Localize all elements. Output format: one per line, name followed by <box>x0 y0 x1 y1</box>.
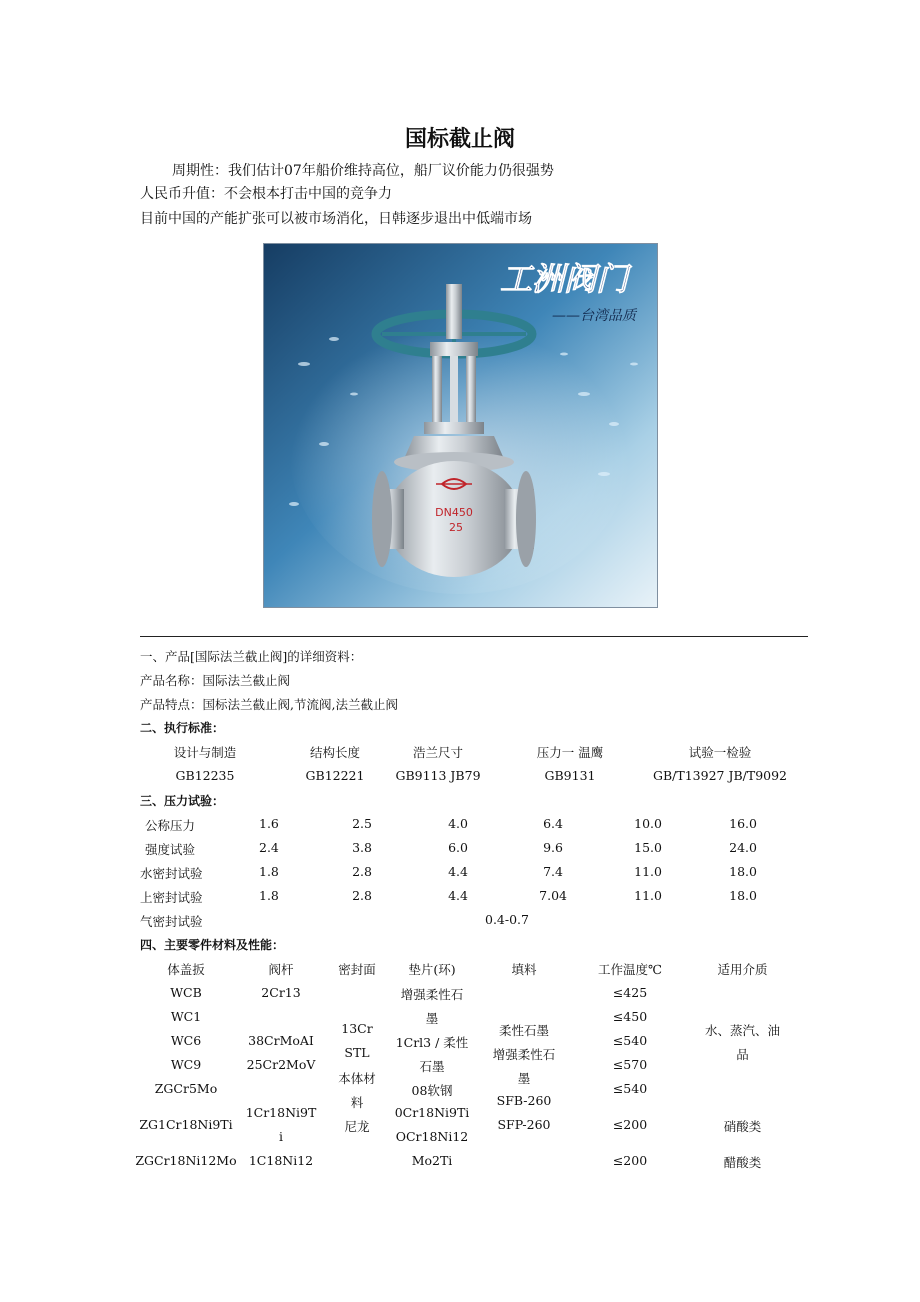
table-cell: 品 <box>736 1047 749 1062</box>
row-label: 上密封试验 <box>140 890 203 905</box>
table-header-cell: 设计与制造 <box>173 745 237 760</box>
table-cell: 1.8 <box>259 864 279 879</box>
table-cell: SFB-260 <box>496 1093 552 1108</box>
table-cell: 7.4 <box>543 864 563 879</box>
table-cell: ≤200 <box>612 1153 648 1168</box>
valve-marking-size: DN450 <box>435 506 473 519</box>
table-cell: WC9 <box>170 1057 202 1072</box>
table-cell: 2.8 <box>352 864 372 879</box>
table-header-cell: 填料 <box>511 962 537 977</box>
table-header-cell: 阀杆 <box>268 962 294 977</box>
table-header-cell: 体盖扳 <box>167 962 205 977</box>
row-label: 强度试验 <box>145 842 196 857</box>
table-cell: OCr18Ni12 <box>395 1129 469 1144</box>
table-cell: GB9131 <box>544 768 596 783</box>
table-cell: ZG1Cr18Ni9Ti <box>139 1117 233 1132</box>
intro-line-2: 人民币升值：不会根本打击中国的竞争力 <box>140 186 392 202</box>
table-cell: 6.4 <box>543 816 563 831</box>
row-label: 公称压力 <box>145 818 196 833</box>
divider <box>140 636 808 637</box>
intro-line-3: 目前中国的产能扩张可以被市场消化，日韩逐步退出中低端市场 <box>140 211 532 227</box>
table-cell: GB9113 JB79 <box>395 768 481 783</box>
table-cell: 6.0 <box>448 840 468 855</box>
table-cell: ≤450 <box>612 1009 648 1024</box>
table-cell: WCB <box>170 985 202 1000</box>
table-cell: 0Cr18Ni9Ti <box>394 1105 470 1120</box>
table-cell: ≤425 <box>612 985 648 1000</box>
table-cell: GB/T13927 JB/T9092 <box>652 768 787 783</box>
table-header-cell: 试验一检验 <box>688 745 752 760</box>
table-cell: ≤540 <box>612 1081 648 1096</box>
table-cell: 墨 <box>425 1011 439 1026</box>
intro-line-1: 周期性：我们估计07年船价维持高位，船厂议价能力仍很强势 <box>172 163 554 179</box>
table-cell: 水、蒸汽、油 <box>704 1023 780 1038</box>
table-cell: SFP-260 <box>497 1117 551 1132</box>
table-cell: 料 <box>350 1095 364 1110</box>
row-label: 水密封试验 <box>140 866 203 881</box>
page-title: 国标截止阀 <box>404 126 515 152</box>
table-header-cell: 密封面 <box>338 962 376 977</box>
table-cell: 18.0 <box>729 888 757 903</box>
table-cell: 38CrMoAI <box>248 1033 314 1048</box>
table-cell: 增强柔性石 <box>492 1047 556 1062</box>
table-cell: WC1 <box>170 1009 202 1024</box>
valve-marking-pressure: 25 <box>449 521 463 534</box>
pressure-heading: 三、压力试验： <box>140 794 225 808</box>
table-cell: 1.8 <box>259 888 279 903</box>
table-cell: 墨 <box>517 1071 531 1086</box>
product-photo <box>263 243 658 608</box>
table-cell: 1.6 <box>259 816 279 831</box>
table-cell: ZGCr5Mo <box>154 1081 218 1096</box>
row-label: 气密封试验 <box>140 914 203 929</box>
table-header-cell: 浩兰尺寸 <box>412 745 463 760</box>
brand-logo-text: 工洲阀门 <box>499 260 629 298</box>
table-cell: 13Cr <box>341 1021 373 1036</box>
table-cell: 7.04 <box>539 888 567 903</box>
table-cell: 增强柔性石 <box>400 987 464 1002</box>
table-cell: 11.0 <box>634 864 662 879</box>
table-cell: 4.4 <box>448 888 468 903</box>
table-cell: GB12221 <box>305 768 365 783</box>
table-cell: 2.4 <box>259 840 279 855</box>
table-header-cell: 结构长度 <box>309 745 360 760</box>
table-cell: ≤200 <box>612 1117 648 1132</box>
table-cell: 08软钢 <box>411 1083 453 1098</box>
table-cell: Mo2Ti <box>411 1153 453 1168</box>
table-header-cell: 压力一 温鹰 <box>536 745 604 760</box>
table-cell: ≤570 <box>612 1057 648 1072</box>
table-cell: 18.0 <box>729 864 757 879</box>
table-cell: 10.0 <box>634 816 662 831</box>
table-cell: 11.0 <box>634 888 662 903</box>
info-line-2: 产品名称：国际法兰截止阀 <box>140 673 291 688</box>
table-cell: 醋酸类 <box>723 1155 762 1170</box>
table-cell: 石墨 <box>419 1059 445 1074</box>
table-cell: 1C18Ni12 <box>248 1153 314 1168</box>
table-cell: 尼龙 <box>344 1119 370 1134</box>
info-line-1: 一、产品[国际法兰截止阀]的详细资料： <box>140 649 363 664</box>
table-cell: 2.5 <box>352 816 372 831</box>
table-cell: 9.6 <box>543 840 563 855</box>
table-cell: 柔性石墨 <box>498 1023 549 1038</box>
table-cell: 2.8 <box>352 888 372 903</box>
brand-slogan: ——台湾品质 <box>552 308 636 324</box>
table-cell: ≤540 <box>612 1033 648 1048</box>
table-cell: 25Cr2MoV <box>246 1057 316 1072</box>
table-cell: 1Cr18Ni9T <box>245 1105 317 1120</box>
table-cell: STL <box>344 1045 370 1060</box>
table-header-cell: 垫片(环) <box>408 962 456 977</box>
table-cell: 硝酸类 <box>723 1119 762 1134</box>
info-line-3: 产品特点：国标法兰截止阀,节流阀,法兰截止阀 <box>140 697 398 712</box>
table-cell: WC6 <box>170 1033 202 1048</box>
table-cell: i <box>279 1129 283 1144</box>
table-cell: 2Cr13 <box>261 985 301 1000</box>
table-cell: 4.4 <box>448 864 468 879</box>
table-header-cell: 适用介质 <box>717 962 768 977</box>
table-cell: 4.0 <box>448 816 468 831</box>
table-cell: GB12235 <box>175 768 235 783</box>
table-cell: 24.0 <box>729 840 757 855</box>
table-cell: 1Crl3 / 柔性 <box>395 1035 469 1050</box>
table-cell: 本体材 <box>338 1071 376 1086</box>
materials-heading: 四、主要零件材料及性能： <box>140 938 285 952</box>
table-header-cell: 工作温度℃ <box>598 962 662 977</box>
table-cell: 15.0 <box>634 840 662 855</box>
table-cell: ZGCr18Ni12Mo <box>135 1153 237 1168</box>
table-cell: 0.4-0.7 <box>485 912 529 927</box>
standards-heading: 二、执行标准： <box>140 721 225 735</box>
table-cell: 16.0 <box>729 816 757 831</box>
table-cell: 3.8 <box>352 840 372 855</box>
